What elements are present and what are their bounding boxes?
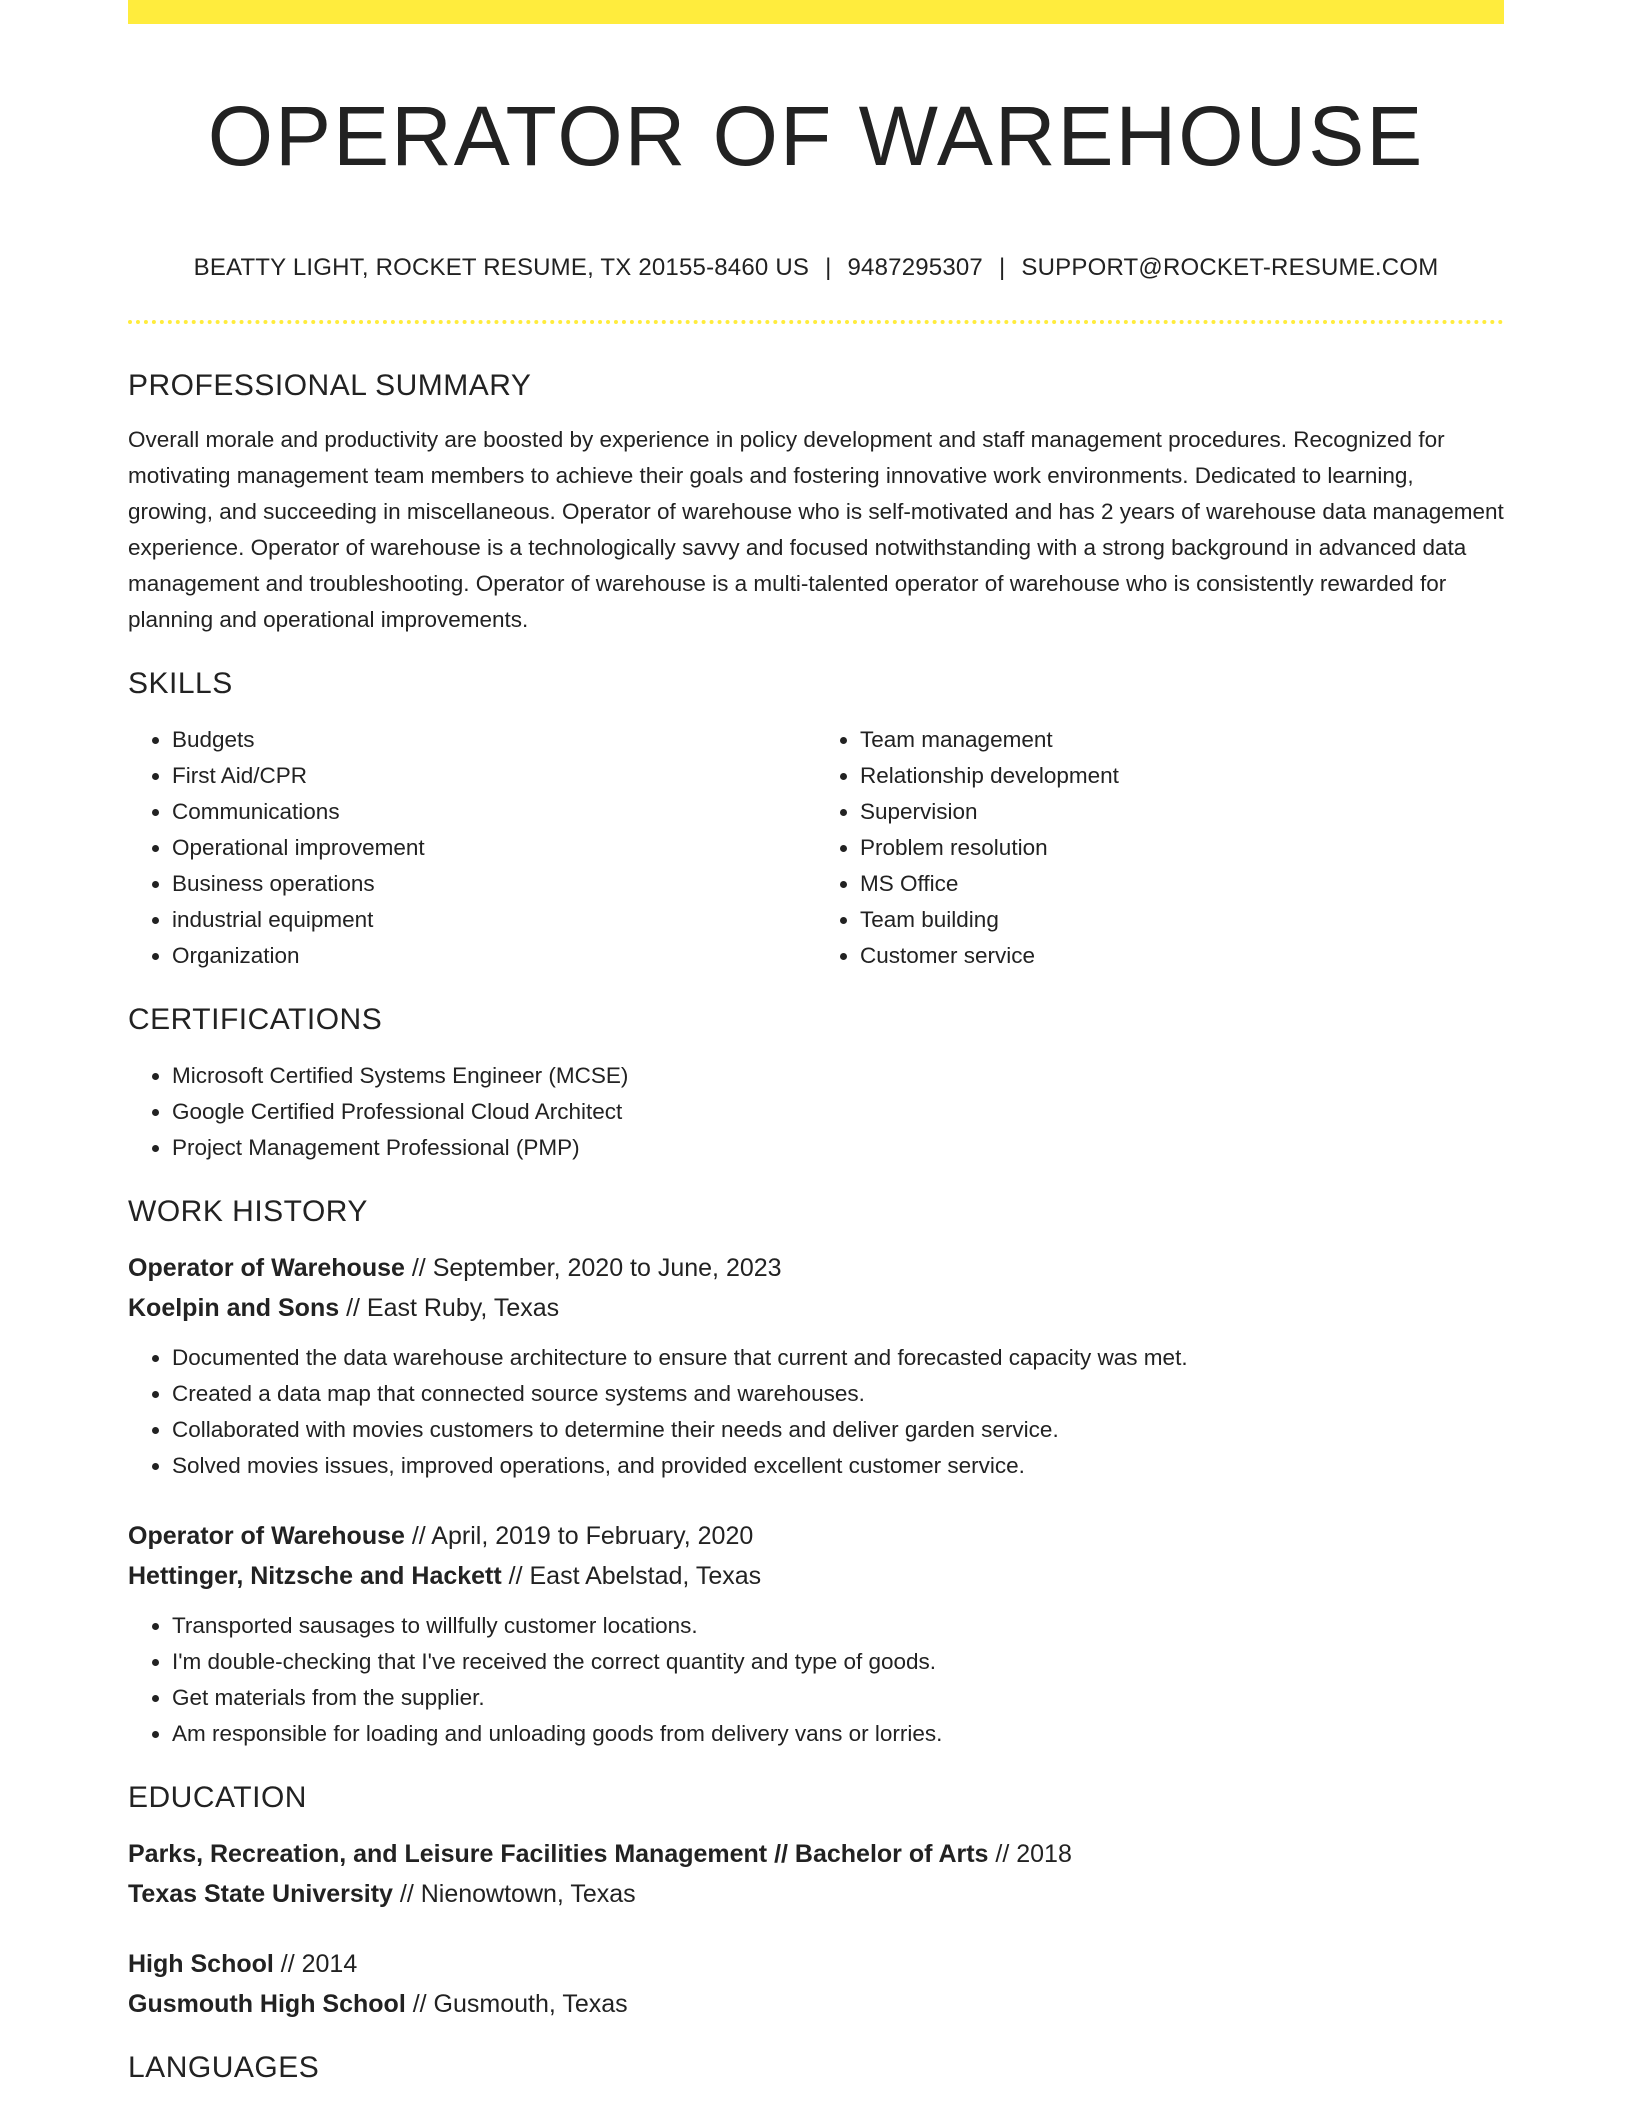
- list-item: • Transported sausages to willfully customer locations.: [172, 1608, 1504, 1644]
- list-item: • Documented the data warehouse architecture to ensure that current and forecasted capacity was met.: [172, 1340, 1504, 1376]
- certifications-list: [128, 1058, 1504, 1166]
- job-dates: // September, 2020 to June, 2023: [404, 1254, 782, 1282]
- school-line: [128, 1874, 1504, 1914]
- degree: Parks, Recreation, and Leisure Facilities Management // Bachelor of Arts: [128, 1840, 989, 1868]
- job-entry: [128, 1516, 1504, 1752]
- contact-address: BEATTY LIGHT, ROCKET RESUME, TX 20155-8460 US: [193, 254, 810, 281]
- school: Gusmouth High School: [128, 1990, 406, 2018]
- job-entry: [128, 1248, 1504, 1484]
- job-company: Koelpin and Sons: [128, 1294, 340, 1322]
- school-location: // Nienowtown, Texas: [392, 1880, 636, 1908]
- job-title-line: [128, 1516, 1504, 1556]
- education-heading: EDUCATION: [128, 1781, 307, 1814]
- summary-heading: PROFESSIONAL SUMMARY: [128, 369, 532, 402]
- education-entry: [128, 1944, 1504, 2024]
- skills-list-left: [128, 722, 816, 974]
- list-item: • Budgets: [172, 722, 816, 758]
- job-company-line: [128, 1288, 1504, 1328]
- skills-list-right: [816, 722, 1504, 974]
- job-company: Hettinger, Nitzsche and Hackett: [128, 1562, 502, 1590]
- list-item: • Communications: [172, 794, 816, 830]
- contact-separator: |: [998, 254, 1006, 281]
- list-item: • Collaborated with movies customers to determine their needs and deliver garden service.: [172, 1412, 1504, 1448]
- graduation-year: // 2014: [273, 1950, 358, 1978]
- list-item: • MS Office: [860, 866, 1504, 902]
- graduation-year: // 2018: [988, 1840, 1072, 1868]
- contact-phone: 9487295307: [847, 254, 983, 281]
- summary-text: Overall morale and productivity are boosted by experience in policy development and staff management procedures. Recognized for motivating management team members to achieve their goals and fostering innovative work environments. Dedicated to learning, growing, and succeeding in miscellaneous. Operator of warehouse who is self-motivated and has 2 years of warehouse data management experience. Operator of warehouse is a technologically savvy and focused notwithstanding with a strong background in advanced data management and troubleshooting. Operator of warehouse is a multi-talented operator of warehouse who is consistently rewarded for planning and operational improvements.: [128, 427, 1504, 632]
- languages-heading: LANGUAGES: [128, 2051, 320, 2084]
- contact-line: [128, 254, 1504, 282]
- contact-email: SUPPORT@ROCKET-RESUME.COM: [1021, 254, 1439, 281]
- job-bullets: [128, 1340, 1504, 1484]
- job-title: Operator of Warehouse: [128, 1522, 405, 1550]
- list-item: • Created a data map that connected source systems and warehouses.: [172, 1376, 1504, 1412]
- list-item: • Am responsible for loading and unloading goods from delivery vans or lorries.: [172, 1716, 1504, 1752]
- degree-line: [128, 1834, 1504, 1874]
- education-entry: [128, 1834, 1504, 1914]
- list-item: • Relationship development: [860, 758, 1504, 794]
- job-location: // East Abelstad, Texas: [501, 1562, 762, 1590]
- list-item: • Microsoft Certified Systems Engineer (MCSE): [172, 1058, 1504, 1094]
- list-item: • I'm double-checking that I've received the correct quantity and type of goods.: [172, 1644, 1504, 1680]
- dotted-divider: [128, 320, 1504, 324]
- skills-columns: [128, 722, 1504, 974]
- list-item: • Team building: [860, 902, 1504, 938]
- list-item: • industrial equipment: [172, 902, 816, 938]
- list-item: • Solved movies issues, improved operations, and provided excellent customer service.: [172, 1448, 1504, 1484]
- school: Texas State University: [128, 1880, 393, 1908]
- list-item: • Team management: [860, 722, 1504, 758]
- work-history-heading: WORK HISTORY: [128, 1195, 368, 1228]
- list-item: • Customer service: [860, 938, 1504, 974]
- list-item: • Google Certified Professional Cloud Architect: [172, 1094, 1504, 1130]
- list-item: • First Aid/CPR: [172, 758, 816, 794]
- resume-page: [128, 0, 1504, 2086]
- school-location: // Gusmouth, Texas: [405, 1990, 628, 2018]
- job-location: // East Ruby, Texas: [339, 1294, 560, 1322]
- certifications-heading: CERTIFICATIONS: [128, 1003, 383, 1036]
- top-accent-bar: [128, 0, 1504, 24]
- list-item: • Problem resolution: [860, 830, 1504, 866]
- list-item: • Project Management Professional (PMP): [172, 1130, 1504, 1166]
- job-company-line: [128, 1556, 1504, 1596]
- job-title-line: [128, 1248, 1504, 1288]
- contact-separator: |: [825, 254, 832, 281]
- list-item: • Get materials from the supplier.: [172, 1680, 1504, 1716]
- list-item: • Operational improvement: [172, 830, 816, 866]
- job-dates: // April, 2019 to February, 2020: [404, 1522, 754, 1550]
- school-line: [128, 1984, 1504, 2024]
- degree-line: [128, 1944, 1504, 1984]
- resume-title: OPERATOR OF WAREHOUSE: [207, 89, 1425, 183]
- list-item: • Organization: [172, 938, 816, 974]
- degree: High School: [128, 1950, 274, 1978]
- job-title: Operator of Warehouse: [128, 1254, 405, 1282]
- list-item: • Supervision: [860, 794, 1504, 830]
- skills-heading: SKILLS: [128, 667, 233, 700]
- job-bullets: [128, 1608, 1504, 1752]
- list-item: • Business operations: [172, 866, 816, 902]
